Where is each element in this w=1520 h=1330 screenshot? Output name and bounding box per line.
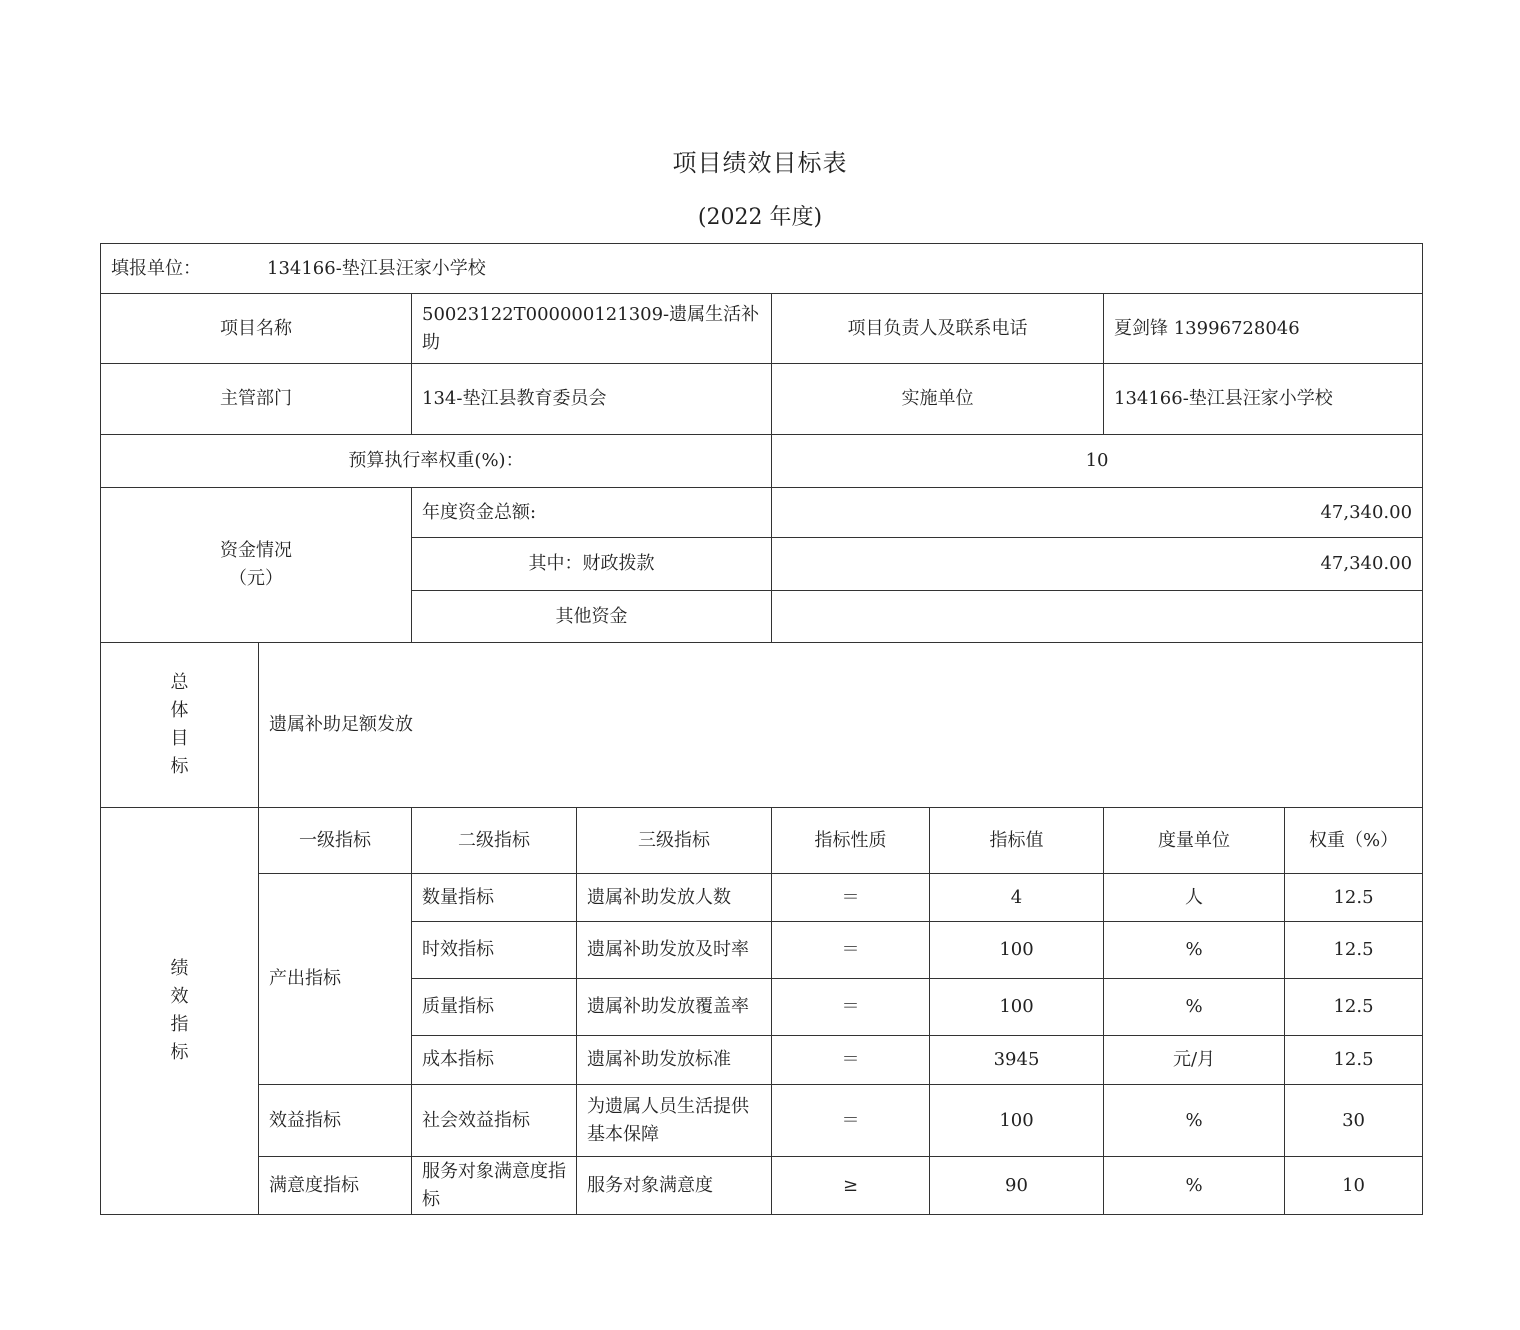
- header-value: 指标值: [930, 808, 1104, 874]
- nature-cell: ＝: [772, 1036, 930, 1085]
- goal-label-char: 目: [170, 728, 189, 749]
- funds-other-value: [772, 591, 1423, 643]
- goal-label-char: 体: [170, 700, 189, 721]
- table-row: [101, 1157, 1423, 1215]
- budget-weight-label: 预算执行率权重(%)：: [101, 435, 772, 488]
- overall-goal-label: [101, 643, 259, 808]
- impl-label: 实施单位: [772, 364, 1104, 435]
- level2-cell: 数量指标: [412, 874, 577, 922]
- level2-cell: 成本指标: [412, 1036, 577, 1085]
- table-row: [101, 874, 1423, 922]
- value-cell: 100: [930, 1085, 1104, 1157]
- goal-label-char: 总: [170, 672, 189, 693]
- unit-cell: 人: [1104, 874, 1285, 922]
- document-subtitle: (2022 年度): [697, 205, 823, 230]
- nature-cell: ＝: [772, 922, 930, 979]
- header-nature: 指标性质: [772, 808, 930, 874]
- value-cell: 100: [930, 979, 1104, 1036]
- indicators-label-char: 效: [170, 986, 189, 1007]
- project-name-row: [101, 294, 1423, 364]
- value-cell: 90: [930, 1157, 1104, 1215]
- goal-label-char: 标: [170, 756, 189, 777]
- unit-cell: %: [1104, 979, 1285, 1036]
- funds-total-row: [101, 488, 1423, 538]
- level1-output: 产出指标: [259, 874, 412, 1085]
- department-row: [101, 364, 1423, 435]
- indicators-label-char: 标: [170, 1042, 189, 1063]
- level3-cell: 遗属补助发放人数: [577, 874, 772, 922]
- fill-unit-label: 填报单位：: [111, 257, 201, 279]
- performance-target-table: [100, 243, 1423, 1215]
- project-name-value: 50023122T000000121309-遗属生活补助: [412, 294, 772, 364]
- level3-cell: 遗属补助发放覆盖率: [577, 979, 772, 1036]
- dept-value: 134-垫江县教育委员会: [412, 364, 772, 435]
- funds-fiscal-label: 其中：财政拨款: [412, 538, 772, 591]
- budget-weight-row: [101, 435, 1423, 488]
- weight-cell: 12.5: [1285, 874, 1423, 922]
- level2-cell: 服务对象满意度指标: [412, 1157, 577, 1215]
- nature-cell: ≥: [772, 1157, 930, 1215]
- contact-value: 夏剑锋 13996728046: [1104, 294, 1423, 364]
- nature-cell: ＝: [772, 979, 930, 1036]
- dept-label: 主管部门: [101, 364, 412, 435]
- fill-unit-value: 134166-垫江县汪家小学校: [267, 257, 486, 279]
- overall-goal-row: [101, 643, 1423, 808]
- level3-cell: 遗属补助发放标准: [577, 1036, 772, 1085]
- header-level2: 二级指标: [412, 808, 577, 874]
- funds-label-line2: （元）: [229, 568, 283, 589]
- value-cell: 3945: [930, 1036, 1104, 1085]
- level3-cell: 遗属补助发放及时率: [577, 922, 772, 979]
- funds-fiscal-value: 47,340.00: [772, 538, 1423, 591]
- fill-unit-cell: [101, 244, 1423, 294]
- unit-cell: %: [1104, 922, 1285, 979]
- level3-cell: 为遗属人员生活提供基本保障: [577, 1085, 772, 1157]
- funds-label-line1: 资金情况: [220, 540, 292, 561]
- indicators-label-char: 绩: [170, 958, 189, 979]
- weight-cell: 12.5: [1285, 922, 1423, 979]
- value-cell: 100: [930, 922, 1104, 979]
- table-row: [101, 1085, 1423, 1157]
- overall-goal-text: 遗属补助足额发放: [259, 643, 1423, 808]
- weight-cell: 12.5: [1285, 1036, 1423, 1085]
- weight-cell: 10: [1285, 1157, 1423, 1215]
- unit-cell: 元/月: [1104, 1036, 1285, 1085]
- level1-benefit: 效益指标: [259, 1085, 412, 1157]
- budget-weight-value: 10: [772, 435, 1423, 488]
- document-title: 项目绩效目标表: [672, 149, 848, 177]
- level1-satisfaction: 满意度指标: [259, 1157, 412, 1215]
- unit-cell: %: [1104, 1085, 1285, 1157]
- level2-cell: 时效指标: [412, 922, 577, 979]
- impl-value: 134166-垫江县汪家小学校: [1104, 364, 1423, 435]
- project-name-label: 项目名称: [101, 294, 412, 364]
- indicator-header-row: [101, 808, 1423, 874]
- indicators-label: [101, 808, 259, 1215]
- weight-cell: 12.5: [1285, 979, 1423, 1036]
- weight-cell: 30: [1285, 1085, 1423, 1157]
- level2-cell: 质量指标: [412, 979, 577, 1036]
- header-unit: 度量单位: [1104, 808, 1285, 874]
- header-weight: 权重（%）: [1285, 808, 1423, 874]
- nature-cell: ＝: [772, 874, 930, 922]
- value-cell: 4: [930, 874, 1104, 922]
- funds-label: [101, 488, 412, 643]
- level3-cell: 服务对象满意度: [577, 1157, 772, 1215]
- indicators-label-char: 指: [170, 1014, 189, 1035]
- funds-total-label: 年度资金总额:: [412, 488, 772, 538]
- contact-label: 项目负责人及联系电话: [772, 294, 1104, 364]
- fill-unit-row: [101, 244, 1423, 294]
- nature-cell: ＝: [772, 1085, 930, 1157]
- funds-total-value: 47,340.00: [772, 488, 1423, 538]
- funds-other-label: 其他资金: [412, 591, 772, 643]
- header-level3: 三级指标: [577, 808, 772, 874]
- level2-cell: 社会效益指标: [412, 1085, 577, 1157]
- header-level1: 一级指标: [259, 808, 412, 874]
- unit-cell: %: [1104, 1157, 1285, 1215]
